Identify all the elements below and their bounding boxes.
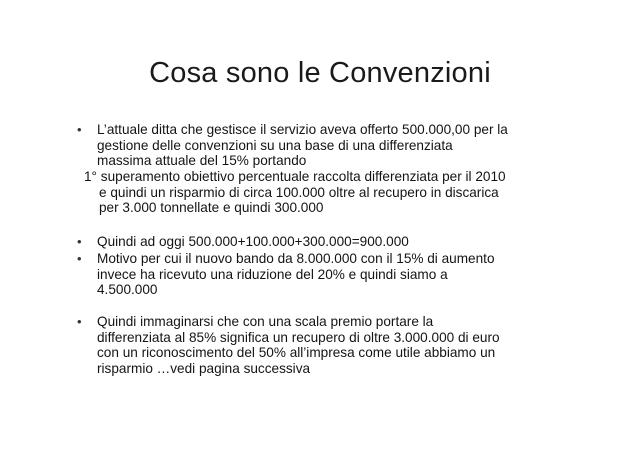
bullet-item-3	[97, 251, 567, 298]
bullet-item-2	[97, 234, 567, 250]
sub-paragraph-line-3: per 3.000 tonnellate e quindi 300.000	[99, 200, 324, 215]
bullet-item-4-line-3: con un riconoscimento del 50% all’impresa come utile abbiamo un	[97, 345, 496, 360]
sub-paragraph-line-1: 1° superamento obiettivo percentuale raccolta differenziata per il 2010	[84, 169, 506, 184]
bullet-item-3-line-2: invece ha ricevuto una riduzione del 20% e quindi siamo a	[97, 266, 448, 282]
bullet-marker: •	[77, 234, 82, 249]
slide-title: Cosa sono le Convenzioni	[149, 57, 491, 89]
bullet-item-4-line-2: differenziata al 85% significa un recupero di oltre 3.000.000 di euro	[97, 329, 500, 345]
bullet-item-1-line-2: gestione delle convenzioni su una base di una differenziata	[97, 137, 453, 153]
bullet-item-1	[97, 122, 567, 169]
bullet-item-4-line-1: Quindi immaginarsi che con una scala premio portare la	[97, 314, 434, 329]
bullet-item-3-line-1: Motivo per cui il nuovo bando da 8.000.000 con il 15% di aumento	[97, 251, 495, 266]
bullet-item-4-line-4: risparmio …vedi pagina successiva	[97, 360, 311, 376]
sub-paragraph	[84, 169, 584, 216]
bullet-item-2-line-1: Quindi ad oggi 500.000+100.000+300.000=900.000	[97, 234, 409, 249]
bullet-item-1-line-1: L’attuale ditta che gestisce il servizio aveva offerto 500.000,00 per la	[97, 122, 508, 137]
bullet-item-3-line-3: 4.500.000	[97, 282, 158, 297]
bullet-marker: •	[77, 314, 82, 329]
bullet-item-1-line-3: massima attuale del 15% portando	[97, 153, 307, 168]
sub-paragraph-line-2: e quindi un risparmio di circa 100.000 oltre al recupero in discarica	[99, 184, 499, 200]
bullet-marker: •	[77, 122, 82, 137]
bullet-item-4	[97, 314, 567, 376]
bullet-marker: •	[77, 251, 82, 266]
